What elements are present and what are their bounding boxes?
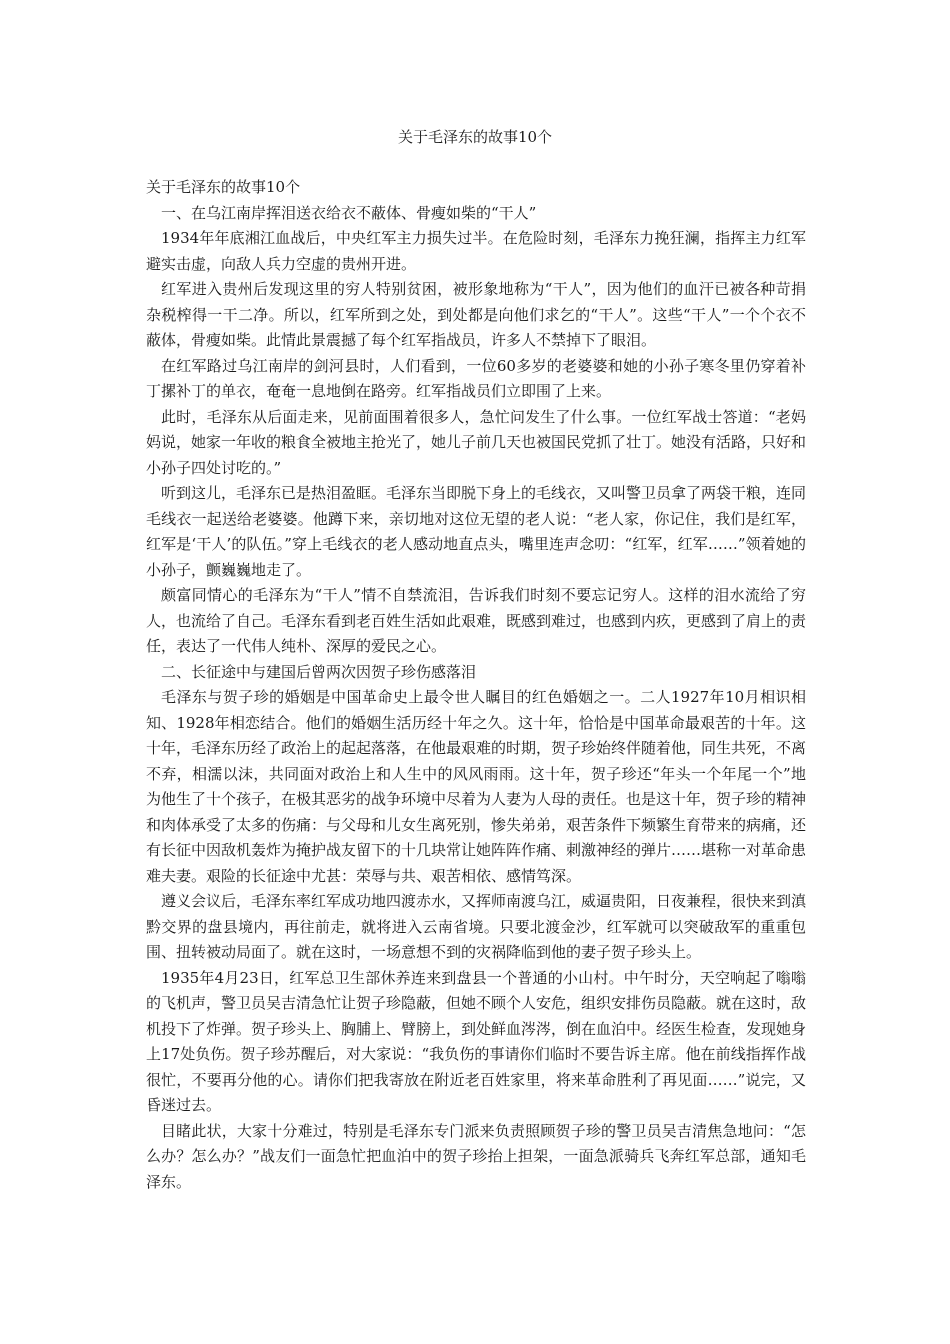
paragraph: 遵义会议后，毛泽东率红军成功地四渡赤水，又挥师南渡乌江，威逼贵阳，日夜兼程，很快来到滇黔交界的盘县境内，再往前走，就将进入云南省境。只要北渡金沙，红军就可以突破敌军的重重包围、扭转被动局面了。就在这时，一场意想不到的灾祸降临到他的妻子贺子珍头上。 <box>146 892 807 961</box>
paragraph: 1935年4月23日，红军总卫生部休养连来到盘县一个普通的小山村。中午时分，天空响起了嗡嗡的飞机声，警卫员吴吉清急忙让贺子珍隐蔽，但她不顾个人安危，组织安排伤员隐蔽。就在这时，敌机投下了炸弹。贺子珍头上、胸脯上、臂膀上，到处鲜血涔涔，倒在血泊中。经医生检查，发现她身上17处负伤。贺子珍苏醒后，对大家说：“我负伤的事请你们临时不要告诉主席。他在前线指挥作战很忙，不要再分他的心。请你们把我寄放在附近老百姓家里，将来革命胜利了再见面……”说完，又昏迷过去。 <box>146 968 807 1114</box>
document-title: 关于毛泽东的故事10个 <box>397 128 553 146</box>
paragraph: 毛泽东与贺子珍的婚姻是中国革命史上最令世人瞩目的红色婚姻之一。二人1927年10月相识相知、1928年相恋结合。他们的婚姻生活历经十年之久。这十年，恰恰是中国革命最艰苦的十年。这十年，毛泽东历经了政治上的起起落落，在他最艰难的时期，贺子珍始终伴随着他，同生共死，不离不弃，相濡以沫，共同面对政治上和人生中的风风雨雨。这十年，贺子珍还“年头一个年尾一个”地为他生了十个孩子，在极其恶劣的战争环境中尽着为人妻为人母的责任。也是这十年，贺子珍的精神和肉体承受了太多的伤痛：与父母和儿女生离死别，惨失弟弟，艰苦条件下频繁生育带来的病痛，还有长征中因敌机轰炸为掩护战友留下的十几块常让她阵阵作痛、刺激神经的弹片……堪称一对革命患难夫妻。艰险的长征途中尤甚：荣辱与共、艰苦相依、感情笃深。 <box>146 688 807 885</box>
section-heading-2: 二、长征途中与建国后曾两次因贺子珍伤感落泪 <box>161 662 477 681</box>
section-heading-1: 一、在乌江南岸挥泪送衣给衣不蔽体、骨瘦如柴的“干人” <box>161 203 537 222</box>
paragraph: 目睹此状，大家十分难过，特别是毛泽东专门派来负责照顾贺子珍的警卫员吴吉清焦急地问：“怎么办？怎么办？”战友们一面急忙把血泊中的贺子珍抬上担架，一面急派骑兵飞奔红军总部，通知毛泽东。 <box>146 1121 806 1191</box>
paragraph: 红军进入贵州后发现这里的穷人特别贫困，被形象地称为“干人”，因为他们的血汗已被各种苛捐杂税榨得一干二净。所以，红军所到之处，到处都是向他们求乞的“干人”。这些“干人”一个个衣不蔽体，骨瘦如柴。此情此景震撼了每个红军指战员，许多人不禁掉下了眼泪。 <box>146 280 806 349</box>
paragraph: 此时，毛泽东从后面走来，见前面围着很多人，急忙问发生了什么事。一位红军战士答道：“老妈妈说，她家一年收的粮食全被地主抢光了，她儿子前几天也被国民党抓了壮丁。她没有活路，只好和小孙子四处讨吃的。” <box>146 407 807 477</box>
document-body <box>146 175 806 1195</box>
paragraph: 听到这儿，毛泽东已是热泪盈眶。毛泽东当即脱下身上的毛线衣，又叫警卫员拿了两袋干粮，连同毛线衣一起送给老婆婆。他蹲下来，亲切地对这位无望的老人说：“老人家，你记住，我们是红军，红军是‘干人’的队伍。”穿上毛线衣的老人感动地直点头，嘴里连声念叨：“红军，红军……”领着她的小孙子，颤巍巍地走了。 <box>146 484 807 579</box>
document-subtitle: 关于毛泽东的故事10个 <box>146 178 301 196</box>
paragraph: 在红军路过乌江南岸的剑河县时，人们看到，一位60多岁的老婆婆和她的小孙子寒冬里仍穿着补丁摞补丁的单衣，奄奄一息地倒在路旁。红军指战员们立即围了上来。 <box>146 356 806 400</box>
paragraph: 1934年年底湘江血战后，中央红军主力损失过半。在危险时刻，毛泽东力挽狂澜，指挥主力红军避实击虚，向敌人兵力空虚的贵州开进。 <box>146 229 806 273</box>
paragraph: 颇富同情心的毛泽东为“干人”情不自禁流泪，告诉我们时刻不要忘记穷人。这样的泪水流给了穷人，也流给了自己。毛泽东看到老百姓生活如此艰难，既感到难过，也感到内疚，更感到了肩上的责任，表达了一代伟人纯朴、深厚的爱民之心。 <box>146 586 807 655</box>
